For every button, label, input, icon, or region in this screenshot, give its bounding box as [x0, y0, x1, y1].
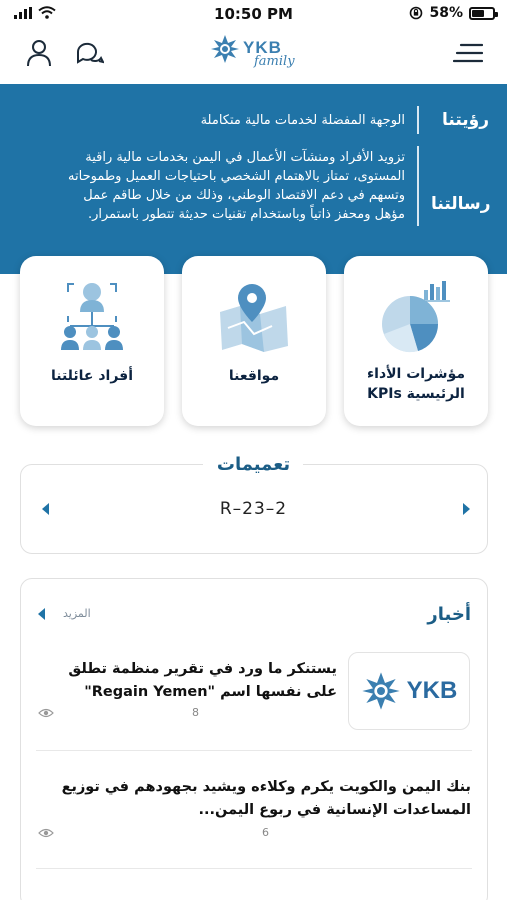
- hamburger-menu-icon: [453, 42, 483, 64]
- mission-line: وتسهم في دعم الاقتصاد الوطني، وذلك من خلال طاقم عمل: [83, 188, 405, 203]
- mission-divider: [417, 146, 419, 226]
- status-bar: [0, 0, 507, 30]
- menu-button[interactable]: [453, 38, 483, 68]
- user-icon: [26, 39, 52, 67]
- card-title-line: مؤشرات الأداء: [366, 366, 466, 382]
- news-separator: [36, 868, 472, 869]
- news-views: [38, 826, 269, 839]
- vision-row: [201, 106, 489, 134]
- news-more-link[interactable]: [38, 607, 91, 620]
- card-title-line: مواقعنا: [228, 368, 280, 384]
- battery-fill: [472, 10, 484, 17]
- profile-button[interactable]: [24, 38, 54, 68]
- card-family[interactable]: [20, 256, 164, 426]
- status-time: 10:50 PM: [214, 5, 293, 23]
- map-pin-icon: [214, 278, 294, 354]
- app-header: [0, 30, 507, 80]
- thumb-logo-text: YKB: [406, 677, 458, 704]
- logo-subtext: family: [254, 54, 295, 69]
- ykb-star-icon: [210, 34, 240, 64]
- eye-icon: [38, 707, 54, 719]
- news-separator: [36, 750, 472, 751]
- view-count: 8: [192, 706, 199, 719]
- chat-icon: [74, 39, 104, 67]
- mission-label: رسالتنا: [431, 194, 491, 214]
- vision-divider: [417, 106, 419, 134]
- vision-label: رؤيتنا: [442, 110, 489, 130]
- ykb-family-logo: [210, 32, 300, 76]
- mission-line: المستوى، تمتاز بالاهتمام الشخصي باحتياجات العميل وطموحاته: [68, 169, 405, 184]
- news-views: [38, 706, 199, 719]
- circulars-value[interactable]: R–23–2: [219, 499, 288, 519]
- news-title: أخبار: [427, 604, 471, 625]
- news-thumbnail[interactable]: [348, 652, 470, 730]
- vision-text: الوجهة المفضلة لخدمات مالية متكاملة: [200, 112, 405, 128]
- ykb-star-icon: [361, 671, 401, 711]
- circulars-next-arrow-icon[interactable]: [463, 503, 470, 515]
- news-headline-line: على نفسها اسم "Regain Yemen": [84, 684, 337, 700]
- mission-text: [68, 148, 405, 224]
- eye-icon: [38, 827, 54, 839]
- news-item-headline[interactable]: [47, 658, 337, 704]
- card-title-line: الرئيسية KPIs: [367, 386, 465, 402]
- news-headline-line: يستنكر ما ورد في تقرير منظمة تطلق: [68, 661, 337, 677]
- chat-button[interactable]: [74, 38, 104, 68]
- card-locations[interactable]: [182, 256, 326, 426]
- card-kpis-title: [352, 364, 480, 404]
- card-kpis[interactable]: [344, 256, 488, 426]
- mission-row: [68, 146, 489, 226]
- more-arrow-icon: [38, 608, 45, 620]
- battery-percent: 58%: [429, 5, 463, 21]
- orientation-lock-icon: [409, 6, 423, 20]
- mission-line: مؤهل ومحفز ذاتياً وباستخدام تقنيات حديثة تتطور باستمرار.: [87, 207, 405, 222]
- news-headline-line: بنك اليمن والكويت يكرم وكلاءه ويشيد بجهودهم في توزيع: [61, 779, 471, 795]
- more-label: المزيد: [63, 607, 91, 620]
- mission-line: تزويد الأفراد ومنشآت الأعمال في اليمن بخدمات مالية راقية: [85, 150, 405, 165]
- logo-text: YKB: [243, 38, 282, 57]
- card-locations-title: [190, 366, 318, 386]
- status-right: [409, 5, 495, 21]
- pie-chart-icon: [376, 278, 456, 354]
- circulars-title: تعميمات: [216, 454, 291, 475]
- card-title-line: أفراد عائلتنا: [50, 368, 133, 384]
- battery-icon: [469, 7, 495, 20]
- news-item-headline[interactable]: [31, 776, 471, 822]
- view-count: 6: [262, 826, 269, 839]
- news-box: [20, 578, 488, 900]
- news-headline-line: المساعدات الإنسانية في ربوع اليمن...: [198, 802, 471, 818]
- team-icon: [52, 278, 132, 354]
- card-family-title: [28, 366, 156, 386]
- circulars-prev-arrow-icon[interactable]: [42, 503, 49, 515]
